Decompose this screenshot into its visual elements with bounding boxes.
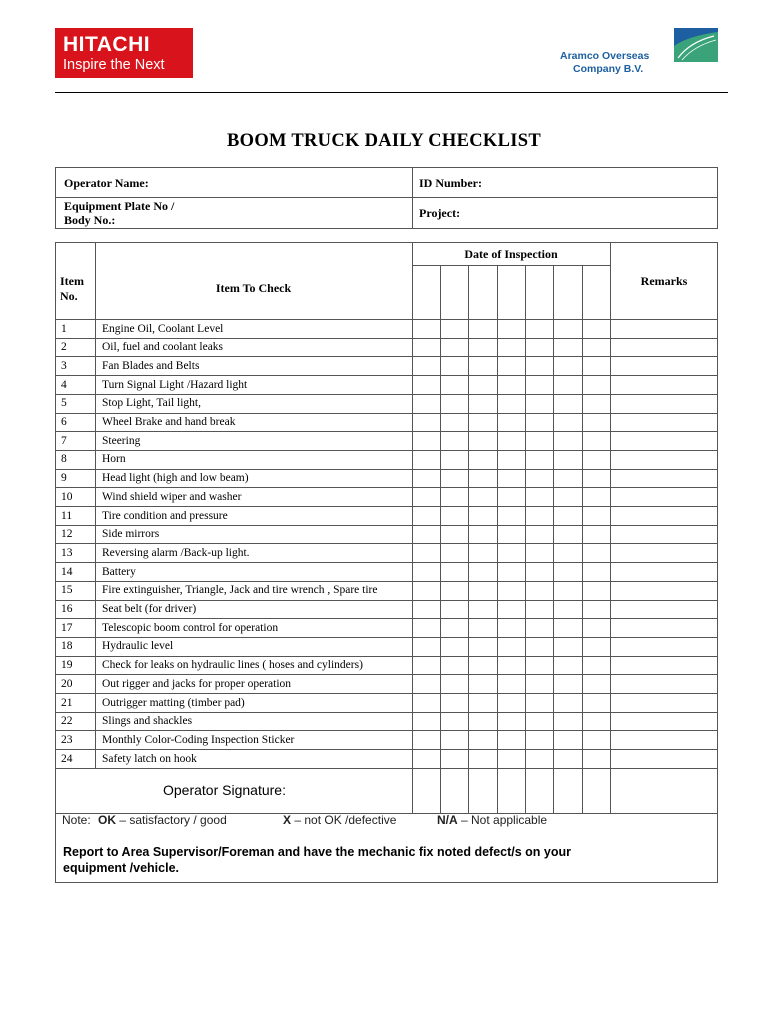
item-description: Fan Blades and Belts (102, 359, 200, 372)
operator-name-label: Operator Name: (64, 176, 149, 190)
item-number: 8 (61, 453, 67, 466)
legend-note-label: Note: (62, 813, 91, 827)
item-description: Hydraulic level (102, 640, 174, 653)
item-number: 13 (61, 546, 73, 559)
item-description: Horn (102, 453, 126, 466)
row-divider (55, 450, 718, 451)
legend-x-text: – not OK /defective (291, 813, 397, 827)
item-description: Telescopic boom control for operation (102, 621, 279, 634)
hitachi-logo-tagline: Inspire the Next (63, 57, 165, 73)
item-number: 1 (61, 322, 67, 335)
item-description: Wheel Brake and hand break (102, 416, 236, 428)
row-divider (55, 712, 718, 713)
item-number: 15 (61, 584, 73, 597)
row-divider (55, 693, 718, 694)
item-description: Monthly Color-Coding Inspection Sticker (102, 733, 295, 746)
header-date-of-inspection: Date of Inspection (464, 247, 558, 261)
row-divider (55, 469, 718, 470)
item-description: Steering (102, 434, 141, 447)
project-label: Project: (419, 206, 461, 220)
legend-x-code: X (283, 813, 292, 827)
page-title: BOOM TRUCK DAILY CHECKLIST (227, 131, 541, 151)
item-number: 14 (61, 565, 73, 578)
item-number: 10 (61, 490, 73, 503)
header-row-divider (55, 319, 718, 320)
row-divider (55, 356, 718, 357)
legend-na-code: N/A (437, 813, 458, 827)
item-number: 17 (61, 621, 73, 634)
item-description: Turn Signal Light /Hazard light (102, 378, 248, 391)
date-header-divider (412, 265, 610, 266)
legend-x (283, 813, 396, 828)
item-description: Oil, fuel and coolant leaks (102, 341, 224, 354)
row-divider (55, 394, 718, 395)
item-description: Stop Light, Tail light, (102, 397, 201, 410)
item-number: 4 (61, 378, 67, 391)
item-number: 7 (61, 434, 67, 447)
row-divider (55, 506, 718, 507)
item-number: 18 (61, 640, 73, 653)
hitachi-logo-name: HITACHI (63, 33, 151, 56)
item-description: Outrigger matting (timber pad) (102, 696, 245, 709)
item-number: 21 (61, 696, 73, 709)
legend-ok-text: – satisfactory / good (116, 813, 227, 827)
item-number: 6 (61, 416, 67, 428)
item-number: 22 (61, 715, 73, 728)
item-description: Tire condition and pressure (102, 509, 228, 522)
legend-ok-code: OK (98, 813, 117, 827)
item-description: Out rigger and jacks for proper operation (102, 677, 292, 690)
row-divider (55, 674, 718, 675)
report-instruction-line1: Report to Area Supervisor/Foreman and have the mechanic fix noted defect/s on your (63, 845, 571, 859)
item-description: Battery (102, 565, 136, 578)
item-description: Wind shield wiper and washer (102, 490, 242, 503)
item-number: 9 (61, 472, 67, 485)
header-item-to-check: Item To Check (215, 281, 292, 295)
item-description: Head light (high and low beam) (102, 472, 249, 485)
item-description: Fire extinguisher, Triangle, Jack and tire wrench , Spare tire (102, 584, 378, 597)
row-divider (55, 413, 718, 414)
row-divider (55, 600, 718, 601)
row-divider (55, 487, 718, 488)
header-remarks: Remarks (640, 274, 688, 288)
item-number: 12 (61, 528, 73, 541)
row-divider (55, 375, 718, 376)
item-number: 5 (61, 397, 67, 410)
legend-note (62, 813, 227, 828)
row-divider (55, 525, 718, 526)
row-divider (55, 581, 718, 582)
item-description: Side mirrors (102, 528, 160, 541)
row-divider (55, 768, 718, 769)
legend-na (437, 813, 547, 828)
row-divider (55, 656, 718, 657)
row-divider (55, 543, 718, 544)
row-divider (55, 637, 718, 638)
header-item-no-line1: Item (60, 274, 84, 288)
operator-signature-label: Operator Signature: (163, 782, 286, 798)
item-number: 2 (61, 341, 67, 354)
aramco-logo-line2: Company B.V. (573, 63, 644, 75)
item-number: 16 (61, 603, 73, 615)
item-description: Check for leaks on hydraulic lines ( hoses and cylinders) (102, 659, 363, 672)
item-number: 19 (61, 659, 73, 672)
item-number: 11 (61, 509, 73, 522)
item-description: Seat belt (for driver) (102, 603, 197, 615)
equipment-plate-label-line1: Equipment Plate No / (64, 199, 175, 213)
header-item-no-line2: No. (60, 289, 78, 303)
row-divider (55, 338, 718, 339)
item-description: Slings and shackles (102, 715, 193, 728)
row-divider (55, 618, 718, 619)
legend-na-text: – Not applicable (457, 813, 548, 827)
report-instruction-line2: equipment /vehicle. (63, 861, 180, 875)
item-description: Engine Oil, Coolant Level (102, 322, 224, 335)
item-description: Safety latch on hook (102, 752, 197, 765)
aramco-logo-line1: Aramco Overseas (560, 50, 650, 62)
item-description: Reversing alarm /Back-up light. (102, 546, 250, 559)
row-divider (55, 562, 718, 563)
row-divider (55, 431, 718, 432)
row-divider (55, 730, 718, 731)
column-divider (95, 242, 96, 768)
item-number: 3 (61, 359, 67, 372)
column-divider (610, 242, 611, 813)
equipment-plate-label-line2: Body No.: (64, 213, 116, 227)
item-number: 24 (61, 752, 73, 765)
item-number: 20 (61, 677, 73, 690)
item-number: 23 (61, 733, 73, 746)
id-number-label: ID Number: (419, 176, 482, 190)
row-divider (55, 749, 718, 750)
column-divider (412, 242, 413, 813)
report-instruction (63, 844, 571, 876)
